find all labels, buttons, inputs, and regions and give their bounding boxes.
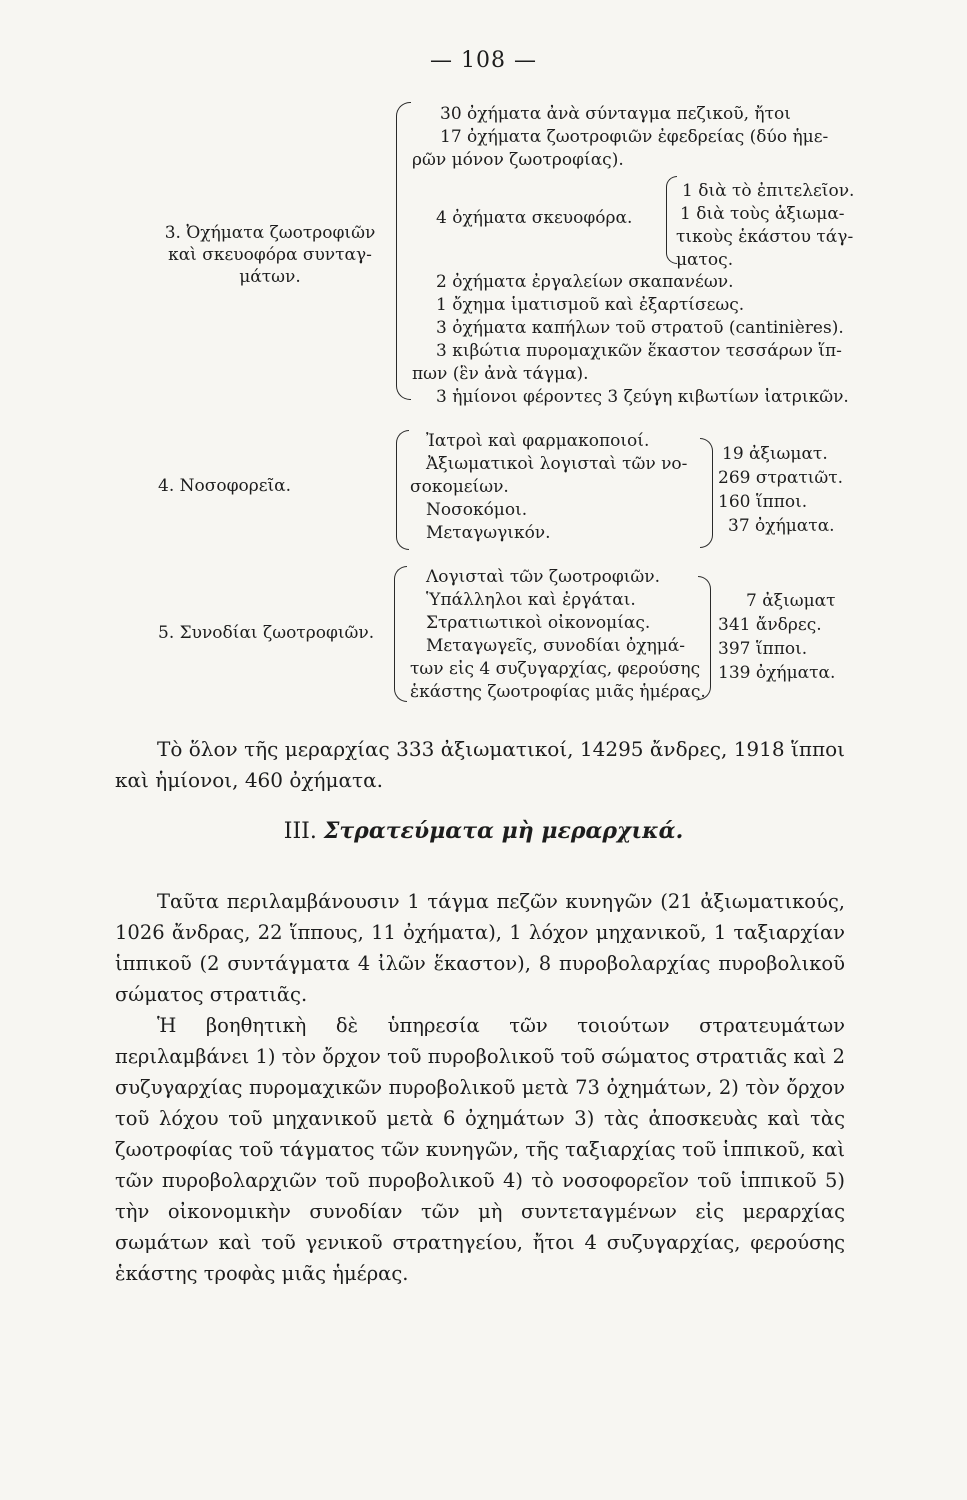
division-summary: Τὸ ὅλον τῆς μεραρχίας 333 ἀξιωματικοί, 14295 ἄνδρες, 1918 ἵπποι καὶ ἡμίονοι, 460 ὀχήματα. <box>115 737 845 792</box>
section-5-line: Ὑπάλληλοι καὶ ἐργάται. <box>426 590 636 610</box>
section-3-line: 3 ὀχήματα καπήλων τοῦ στρατοῦ (cantinières). <box>436 318 844 338</box>
section-3-sub-line: ματος. <box>676 250 734 270</box>
section-3-line: 1 ὄχημα ἱματισμοῦ καὶ ἐξαρτίσεως. <box>436 295 745 315</box>
section-5-line: ἑκάστης ζωοτροφίας μιᾶς ἡμέρας. <box>410 682 706 702</box>
section-5-line: Λογισταὶ τῶν ζωοτροφιῶν. <box>426 567 661 587</box>
heading-title: Στρατεύματα μὴ μεραρχικά. <box>323 818 684 844</box>
section-4-total: 160 ἵπποι. <box>718 492 808 512</box>
section-5-line: Στρατιωτικοὶ οἰκονομίας. <box>426 613 651 633</box>
section-3-label-line: μάτων. <box>239 267 301 287</box>
section-3-line: πων (ἓν ἀνὰ τάγμα). <box>412 364 589 384</box>
section-4-total: 37 ὀχήματα. <box>728 516 835 536</box>
section-4-brace <box>396 430 409 550</box>
section-3-label-line: 3. Ὀχήματα ζωοτροφιῶν <box>164 223 376 243</box>
section-3-line: 3 ἡμίονοι φέροντες 3 ζεύγη κιβωτίων ἰατρικῶν. <box>436 387 849 407</box>
section-5-line: Μεταγωγεῖς, συνοδίαι ὀχημά- <box>426 636 686 656</box>
section-3-label-line: καὶ σκευοφόρα συνταγ- <box>168 245 372 265</box>
section-4-line: Νοσοκόμοι. <box>426 500 528 520</box>
section-4-line: Ἀξιωματικοὶ λογισταὶ τῶν νο- <box>426 454 688 474</box>
section-5-line: των εἰς 4 συζυγαρχίας, φερούσης <box>410 659 701 679</box>
section-4-totals-brace <box>700 438 713 548</box>
section-5-brace <box>394 566 407 702</box>
section-5-totals-brace <box>698 576 711 700</box>
section-5-total: 341 ἄνδρες. <box>718 615 822 635</box>
section-5-label: 5. Συνοδίαι ζωοτροφιῶν. <box>158 623 375 643</box>
section-3-line: 17 ὀχήματα ζωοτροφιῶν ἐφεδρείας (δύο ἡμε- <box>440 127 829 147</box>
section-3-brace <box>396 102 411 400</box>
section-heading <box>0 818 967 844</box>
page-number: — 108 — <box>430 48 537 73</box>
section-5-total: 397 ἵπποι. <box>718 639 808 659</box>
section-3-line: 2 ὀχήματα ἐργαλείων σκαπανέων. <box>436 272 734 292</box>
paragraph-1: Ταῦτα περιλαμβάνουσιν 1 τάγμα πεζῶν κυνηγῶν (21 ἀξιωματικούς, 1026 ἄνδρας, 22 ἵππους, 11 ὀχήματα), 1 λόχον μηχανικοῦ, 1 ταξιαρχίαν ἱππικοῦ (2 συντάγματα 4 ἰλῶν ἕκαστον), 8 πυροβολαρχίας πυροβολικοῦ σώματος στρατιᾶς. <box>115 890 845 1006</box>
section-4-line: Μεταγωγικόν. <box>426 523 551 543</box>
section-3-sub-line: 1 διὰ τοὺς ἀξιωμα- <box>680 204 845 224</box>
section-5-total: 7 ἀξιωματ <box>746 591 836 611</box>
section-4-label: 4. Νοσοφορεῖα. <box>158 476 292 496</box>
section-4-line: Ἰατροὶ καὶ φαρμακοποιοί. <box>426 431 650 451</box>
section-4-line: σοκομείων. <box>410 477 509 497</box>
section-3-line: ρῶν μόνον ζωοτροφίας). <box>412 150 624 170</box>
section-5-total: 139 ὀχήματα. <box>718 663 836 683</box>
section-3-line: 3 κιβώτια πυρομαχικῶν ἕκαστον τεσσάρων ἵπ- <box>436 341 842 361</box>
paragraph-2: Ἡ βοηθητικὴ δὲ ὑπηρεσία τῶν τοιούτων στρατευμάτων περιλαμβάνει 1) τὸν ὄρχον τοῦ πυροβολικοῦ τοῦ σώματος στρατιᾶς καὶ 2 συζυγαρχίας πυρομαχικῶν πυροβολικοῦ μετὰ 73 ὀχημάτων, 2) τὸν ὄρχον τοῦ λόχου τοῦ μηχανικοῦ μετὰ 6 ὀχημάτων 3) τὰς ἀποσκευὰς καὶ τὰς ζωοτροφίας τοῦ τάγματος τῶν κυνηγῶν, τῆς ταξιαρχίας τοῦ ἱππικοῦ, καὶ τῶν πυροβολαρχιῶν τοῦ πυροβολικοῦ 4) τὸ νοσοφορεῖον τοῦ ἱππικοῦ 5) τὴν οἰκονομικὴν συνοδίαν τῶν μὴ συντεταγμένων εἰς μεραρχίας σωμάτων καὶ τοῦ γενικοῦ στρατηγείου, ἤτοι 4 συζυγαρχίας, φερούσης ἑκάστης τροφὰς μιᾶς ἡμέρας. <box>115 1014 845 1285</box>
section-3-line: 4 ὀχήματα σκευοφόρα. <box>436 208 633 228</box>
section-4-total: 19 ἀξιωματ. <box>722 444 828 464</box>
section-3-sub-line: 1 διὰ τὸ ἐπιτελεῖον. <box>682 181 855 201</box>
section-3-sub-line: τικοὺς ἑκάστου τάγ- <box>676 227 854 247</box>
heading-numeral: III. <box>283 819 317 844</box>
section-3-line: 30 ὀχήματα ἀνὰ σύνταγμα πεζικοῦ, ἤτοι <box>440 104 791 124</box>
section-4-total: 269 στρατιῶτ. <box>718 468 844 488</box>
